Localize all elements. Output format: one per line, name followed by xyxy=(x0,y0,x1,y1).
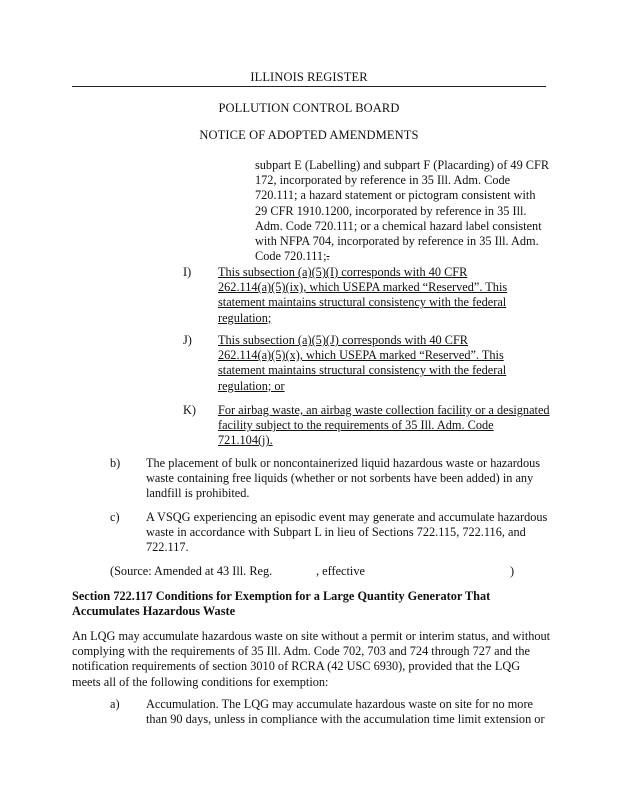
inserted-line: statement maintains structural consistency with the federal xyxy=(218,295,507,310)
text-line: complying with the requirements of 35 Ill. Adm. Code 702, 703 and 724 through 727 and the xyxy=(72,644,530,659)
text-line: 722.117. xyxy=(146,540,189,555)
section-heading xyxy=(72,589,490,619)
heading-line: Accumulates Hazardous Waste xyxy=(72,604,236,619)
text-fragment: Code 720.111; xyxy=(255,249,327,264)
item-marker: J) xyxy=(183,333,192,347)
subsection-marker: c) xyxy=(110,510,120,524)
source-note-start: (Source: Amended at 43 Ill. Reg. xyxy=(110,564,273,578)
text-line: 29 CFR 1910.1200, incorporated by reference in 35 Ill. xyxy=(255,203,527,218)
item-marker: K) xyxy=(183,403,196,417)
text-line: 172, incorporated by reference in 35 Ill. Adm. Code xyxy=(255,173,511,188)
subsection-marker: b) xyxy=(110,456,121,470)
text-line: waste containing free liquids (whether or not sorbents have been added) in any xyxy=(146,471,534,486)
item-i-text xyxy=(218,265,507,326)
text-line: than 90 days, unless in compliance with the accumulation time limit extension or xyxy=(146,712,545,727)
item-j-text xyxy=(218,333,506,394)
inserted-line: regulation; or xyxy=(218,378,285,393)
text-line: 720.111; a hazard statement or pictogram consistent with xyxy=(255,188,536,203)
inserted-line: 721.104(j). xyxy=(218,433,273,448)
notice-header: NOTICE OF ADOPTED AMENDMENTS xyxy=(199,128,419,142)
text-line: with NFPA 704, incorporated by reference in 35 Ill. Adm. xyxy=(255,234,539,249)
text-line: landfill is prohibited. xyxy=(146,486,250,501)
intro-paragraph xyxy=(72,629,550,690)
text-line xyxy=(255,249,549,264)
inserted-line: This subsection (a)(5)(J) corresponds with 40 CFR xyxy=(218,333,469,347)
heading-line: Section 722.117 Conditions for Exemption for a Large Quantity Generator That xyxy=(72,589,491,603)
text-line: An LQG may accumulate hazardous waste on site without a permit or interim status, and without xyxy=(72,629,551,643)
text-line: waste in accordance with Subpart L in lieu of Sections 722.115, 722.116, and xyxy=(146,525,526,540)
inserted-line: For airbag waste, an airbag waste collection facility or a designated xyxy=(218,403,550,417)
text-line: A VSQG experiencing an episodic event may generate and accumulate hazardous xyxy=(146,510,548,524)
struck-text: . xyxy=(326,249,330,264)
continuation-block xyxy=(255,158,549,264)
text-line: The placement of bulk or noncontainerized liquid hazardous waste or hazardous xyxy=(146,456,541,470)
agency-header: POLLUTION CONTROL BOARD xyxy=(218,101,400,115)
text-line: subpart E (Labelling) and subpart F (Placarding) of 49 CFR xyxy=(255,158,550,172)
subsection-c-text xyxy=(146,510,547,556)
inserted-line: 262.114(a)(5)(x), which USEPA marked “Reserved”. This xyxy=(218,348,504,363)
subsection-a-text xyxy=(146,697,545,727)
inserted-line: facility subject to the requirements of 35 Ill. Adm. Code xyxy=(218,418,494,433)
subsection-marker: a) xyxy=(110,697,120,711)
text-line: meets all of the following conditions for exemption: xyxy=(72,674,329,689)
subsection-b-text xyxy=(146,456,540,502)
inserted-line: statement maintains structural consistency with the federal xyxy=(218,363,507,378)
source-note-end: ) xyxy=(510,564,515,578)
inserted-line: 262.114(a)(5)(ix), which USEPA marked “Reserved”. This xyxy=(218,280,508,295)
item-marker: I) xyxy=(183,265,192,279)
text-line: notification requirements of section 3010 of RCRA (42 USC 6930), provided that the LQG xyxy=(72,659,521,674)
source-note-effective: , effective xyxy=(316,564,365,578)
register-header: ILLINOIS REGISTER xyxy=(72,70,546,87)
inserted-line: regulation; xyxy=(218,310,272,325)
text-line: Adm. Code 720.111; or a chemical hazard label consistent xyxy=(255,218,542,233)
inserted-line: This subsection (a)(5)(I) corresponds with 40 CFR xyxy=(218,265,468,279)
item-k-text xyxy=(218,403,550,449)
text-line: Accumulation. The LQG may accumulate hazardous waste on site for no more xyxy=(146,697,533,711)
